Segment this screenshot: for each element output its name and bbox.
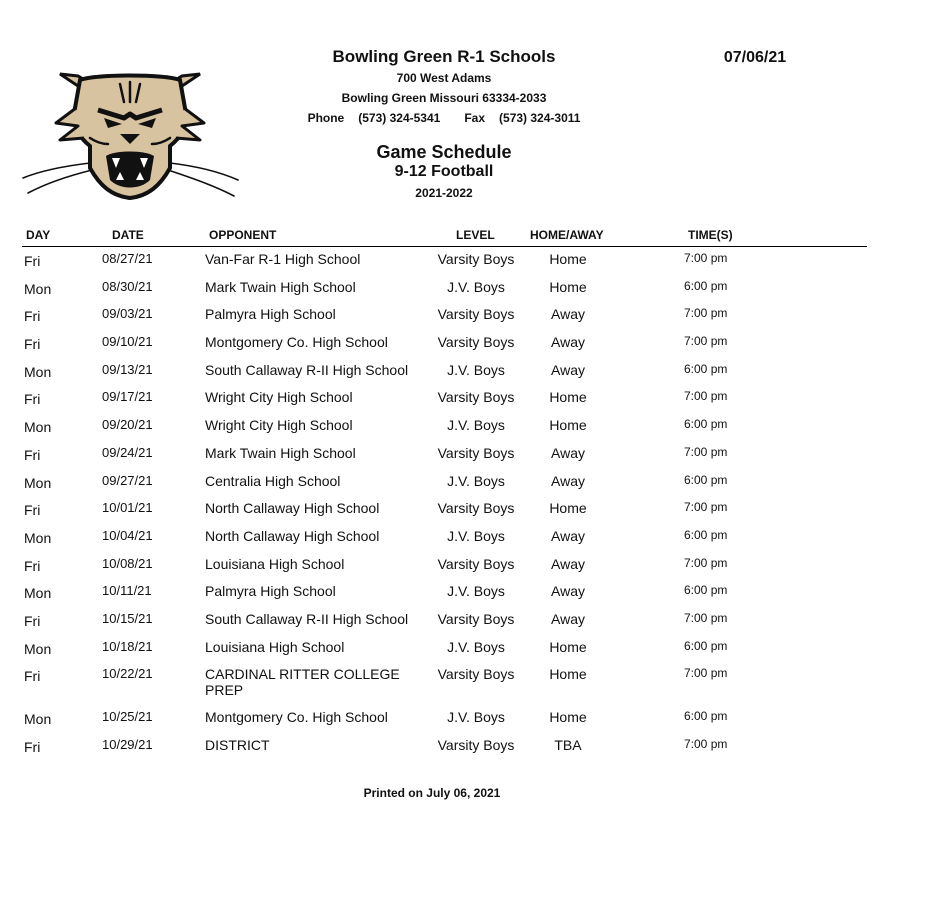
cell-opponent: South Callaway R-II High School (205, 610, 409, 627)
cell-home-away: Away (551, 472, 585, 489)
cell-date: 10/04/21 (102, 527, 153, 543)
cell-date: 08/30/21 (102, 278, 153, 294)
cell-date: 10/29/21 (102, 737, 153, 752)
cell-home-away: Away (551, 610, 585, 627)
cell-opponent: North Callaway High School (205, 500, 380, 517)
cell-opponent: North Callaway High School (205, 527, 380, 544)
cell-home-away: Away (551, 334, 585, 351)
table-row (0, 665, 927, 708)
table-row (0, 416, 927, 444)
cell-level: Varsity Boys (437, 555, 515, 572)
cell-day: Mon (24, 280, 52, 297)
cell-home-away: Away (551, 527, 585, 544)
season-year: 2021-2022 (415, 186, 473, 200)
cell-day: Fri (24, 739, 41, 755)
cell-opponent: DISTRICT (205, 737, 270, 753)
cell-time: 7:00 pm (684, 389, 728, 404)
cell-day: Fri (24, 612, 41, 629)
cell-time: 7:00 pm (684, 610, 728, 625)
table-row (0, 708, 927, 736)
cell-level: Varsity Boys (437, 666, 515, 683)
cell-time: 6:00 pm (684, 361, 728, 376)
cell-date: 10/18/21 (102, 638, 153, 654)
cell-opponent: Palmyra High School (205, 306, 336, 323)
cell-home-away: Home (549, 709, 587, 726)
cell-opponent: Wright City High School (205, 417, 353, 434)
cell-level: J.V. Boys (447, 361, 505, 378)
cell-day: Fri (24, 308, 41, 325)
cell-opponent: Centralia High School (205, 472, 341, 489)
cell-time: 7:00 pm (684, 306, 728, 321)
cell-date: 10/01/21 (102, 500, 153, 516)
header-divider (22, 246, 867, 247)
cell-home-away: Home (549, 389, 587, 406)
column-header-times: TIME(S) (688, 228, 733, 242)
table-row (0, 638, 927, 666)
contact-line (300, 111, 588, 125)
cell-level: Varsity Boys (437, 444, 515, 461)
table-row (0, 527, 927, 555)
cell-level: J.V. Boys (447, 278, 505, 295)
cell-day: Mon (24, 363, 52, 380)
cell-day: Fri (24, 391, 41, 408)
cell-date: 09/03/21 (102, 306, 153, 322)
cell-date: 08/27/21 (102, 251, 153, 266)
cell-level: J.V. Boys (447, 709, 505, 726)
cell-time: 6:00 pm (684, 417, 728, 432)
cell-time: 6:00 pm (684, 638, 728, 653)
cell-time: 7:00 pm (684, 251, 728, 265)
cell-level: Varsity Boys (437, 251, 515, 267)
cell-level: Varsity Boys (437, 737, 515, 753)
cell-date: 10/15/21 (102, 610, 153, 626)
cell-day: Fri (24, 502, 41, 519)
cell-home-away: Away (551, 444, 585, 461)
cell-home-away: Away (551, 361, 585, 378)
cell-level: Varsity Boys (437, 334, 515, 351)
cell-level: J.V. Boys (447, 417, 505, 434)
cell-level: J.V. Boys (447, 638, 505, 655)
table-row (0, 333, 927, 361)
cell-time: 7:00 pm (684, 334, 728, 349)
printed-on-note: Printed on July 06, 2021 (363, 786, 501, 800)
cell-day: Fri (24, 253, 41, 269)
bobcat-mascot-icon (20, 68, 242, 203)
cell-opponent: CARDINAL RITTER COLLEGE PREP (205, 666, 400, 699)
cell-home-away: Away (551, 583, 585, 600)
column-header-day: DAY (26, 228, 51, 242)
cell-day: Mon (24, 585, 52, 602)
cell-day: Fri (24, 446, 41, 463)
table-row (0, 388, 927, 416)
phone-number: (573) 324-5341 (358, 111, 441, 125)
header-date: 07/06/21 (723, 49, 787, 66)
fax-label: Fax (464, 111, 486, 125)
cell-home-away: Home (549, 251, 587, 267)
cell-time: 6:00 pm (684, 709, 728, 724)
address-line-2: Bowling Green Missouri 63334-2033 (341, 91, 547, 105)
cell-time: 7:00 pm (684, 500, 728, 515)
phone-label: Phone (307, 111, 345, 125)
cell-level: Varsity Boys (437, 306, 515, 323)
cell-opponent: Wright City High School (205, 389, 353, 406)
cell-date: 09/17/21 (102, 389, 153, 405)
cell-level: Varsity Boys (437, 500, 515, 517)
cell-time: 7:00 pm (684, 666, 728, 681)
cell-home-away: Home (549, 417, 587, 434)
page-title: Game Schedule (376, 142, 512, 162)
cell-date: 09/10/21 (102, 334, 153, 350)
cell-home-away: Home (549, 638, 587, 655)
table-row (0, 444, 927, 472)
cell-opponent: Mark Twain High School (205, 444, 356, 461)
cell-day: Fri (24, 336, 41, 353)
cell-day: Mon (24, 711, 52, 728)
column-header-date: DATE (112, 228, 144, 242)
cell-opponent: Palmyra High School (205, 583, 336, 600)
cell-date: 09/20/21 (102, 417, 153, 433)
table-row (0, 610, 927, 638)
cell-home-away: Home (549, 666, 587, 683)
column-header-level: LEVEL (456, 228, 495, 242)
cell-date: 10/25/21 (102, 709, 153, 725)
table-row (0, 582, 927, 610)
page-subtitle: 9-12 Football (394, 163, 494, 180)
cell-day: Fri (24, 557, 41, 574)
cell-date: 09/24/21 (102, 444, 153, 460)
cell-level: Varsity Boys (437, 610, 515, 627)
table-row (0, 472, 927, 500)
address-line-1: 700 West Adams (396, 71, 492, 85)
table-row (0, 305, 927, 333)
table-row (0, 736, 927, 764)
cell-time: 7:00 pm (684, 555, 728, 570)
cell-time: 6:00 pm (684, 583, 728, 598)
organization-name: Bowling Green R-1 Schools (332, 47, 556, 66)
cell-date: 09/13/21 (102, 361, 153, 377)
cell-day: Mon (24, 529, 52, 546)
cell-time: 7:00 pm (684, 444, 728, 459)
cell-day: Mon (24, 474, 52, 491)
cell-time: 6:00 pm (684, 472, 728, 487)
table-row (0, 250, 927, 278)
cell-opponent: South Callaway R-II High School (205, 361, 409, 378)
cell-opponent: Van-Far R-1 High School (205, 251, 361, 267)
cell-day: Mon (24, 419, 52, 436)
fax-number: (573) 324-3011 (499, 111, 581, 125)
cell-level: Varsity Boys (437, 389, 515, 406)
cell-date: 10/11/21 (102, 583, 152, 599)
cell-opponent: Montgomery Co. High School (205, 709, 388, 726)
table-row (0, 278, 927, 306)
cell-time: 6:00 pm (684, 278, 728, 293)
table-row (0, 555, 927, 583)
table-row (0, 499, 927, 527)
cell-time: 6:00 pm (684, 527, 728, 542)
column-header-home-away: HOME/AWAY (530, 228, 604, 242)
cell-level: J.V. Boys (447, 527, 505, 544)
cell-time: 7:00 pm (684, 737, 728, 751)
cell-level: J.V. Boys (447, 583, 505, 600)
cell-home-away: TBA (554, 737, 582, 753)
cell-date: 09/27/21 (102, 472, 153, 488)
cell-date: 10/08/21 (102, 555, 153, 571)
column-header-opponent: OPPONENT (209, 228, 277, 242)
cell-opponent: Mark Twain High School (205, 278, 356, 295)
cell-date: 10/22/21 (102, 666, 153, 682)
schedule-table (0, 250, 927, 764)
cell-day: Mon (24, 640, 52, 657)
table-row (0, 361, 927, 389)
cell-home-away: Away (551, 306, 585, 323)
cell-home-away: Home (549, 500, 587, 517)
cell-opponent: Montgomery Co. High School (205, 334, 388, 351)
cell-home-away: Home (549, 278, 587, 295)
cell-level: J.V. Boys (447, 472, 505, 489)
cell-day: Fri (24, 668, 41, 685)
cell-opponent: Louisiana High School (205, 555, 345, 572)
cell-home-away: Away (551, 555, 585, 572)
cell-opponent: Louisiana High School (205, 638, 345, 655)
